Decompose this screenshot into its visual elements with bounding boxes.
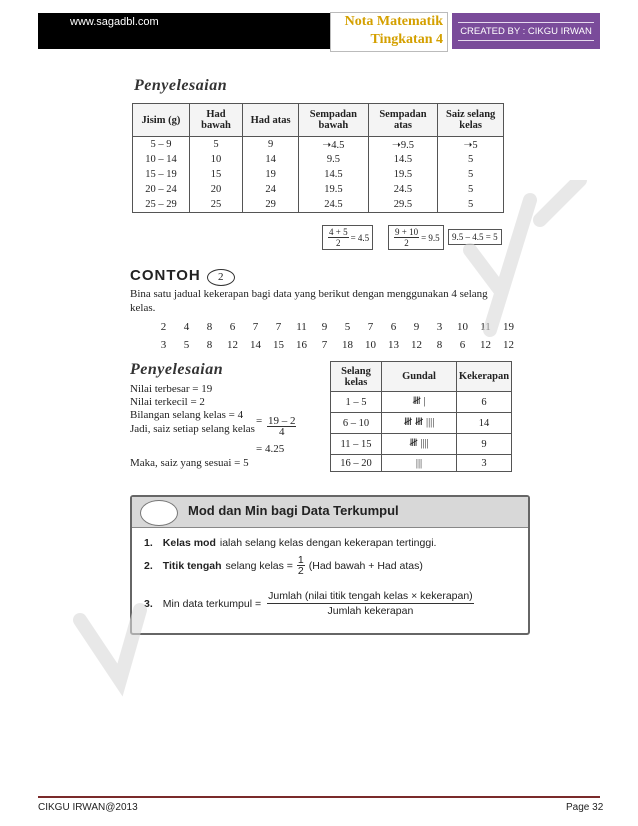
fraction-denominator: 4 [278,426,285,438]
table-cell: 9 [243,137,299,153]
table-header-cell: Sempadan atas [368,104,438,137]
footer-left: CIKGU IRWAN@2013 [38,802,138,813]
table-cell: 24 [243,182,299,197]
item-text: selang kelas = [225,559,293,572]
solution2-line: Nilai terbesar = 19 [130,383,213,395]
fraction-numerator: Jumlah (nilai titik tengah kelas × kekerapan) [268,590,473,602]
data-value: 8 [436,339,443,351]
solution1-title: Penyelesaian [134,77,228,94]
table-cell: 10 [189,152,242,167]
watermark-stroke [470,250,500,290]
data-value: 12 [227,339,238,351]
data-value: 16 [296,339,307,351]
solution2-fraction: = $\frac{19 - 2}{4}$ [256,415,296,438]
table-cell: 29 [243,197,299,213]
fraction-numerator: 19 – 2 [267,415,296,427]
data-value: 10 [457,321,468,333]
table-cell: 6 – 10 [331,413,382,434]
data-value: 18 [342,339,353,351]
footer-divider [38,796,600,798]
table-cell: 25 – 29 [133,197,190,213]
data-value: 7 [367,321,374,333]
data-value: 12 [411,339,422,351]
data-value: 7 [252,321,259,333]
solution2-line: Maka, saiz yang sesuai = 5 [130,457,249,469]
table-cell: 9 [457,434,512,455]
data-value: 12 [503,339,514,351]
item-term: Kelas mod [162,537,216,549]
header-title-line2: Tingkatan 4 [370,32,443,47]
data-value: 8 [206,339,213,351]
data-value: 2 [160,321,167,333]
table-row [133,152,504,167]
table-cell: 10 – 14 [133,152,190,167]
formula-result: = 9.5 [421,232,440,243]
solution2-line: Jadi, saiz setiap selang kelas [130,423,255,435]
table-cell: 5 [189,137,242,153]
data-value: 13 [388,339,399,351]
data-value: 11 [480,321,491,333]
data-value: 5 [183,339,190,351]
table-cell: 3 [457,455,512,472]
table-cell-value: 9.5 [400,139,414,151]
example-text: Bina satu jadual kekerapan bagi data yang berikut dengan menggunakan 4 selang kelas. [130,288,488,314]
table-cell: 19.5 [368,167,438,182]
table-cell: 5 [438,182,504,197]
data-value: 19 [503,321,514,333]
watermark-graphic [60,180,600,700]
header-credit [452,13,600,49]
table-header-row [133,104,504,137]
table-cell: 16 – 20 [331,455,382,472]
table-header-cell: Had atas [243,104,299,137]
table-cell: 14 [243,152,299,167]
table-cell: 19 [243,167,299,182]
table-cell: 9.5 [299,152,369,167]
table-cell: 6 [457,392,512,413]
item-term: Titik tengah [162,559,222,572]
table-cell: 20 [189,182,242,197]
formula-result: = 4.5 [350,232,370,243]
table-header-cell: Saiz selang kelas [438,104,504,137]
watermark-stroke [490,200,530,330]
arrow-icon: ➝ [392,139,401,151]
footer-page-number: Page 32 [566,802,604,813]
header-title-box [330,12,448,52]
fraction-denominator: 2 [297,565,304,577]
table-cell: 𝍸 |||| [382,434,457,455]
table-row [133,137,504,153]
item-number: 2. [144,559,153,572]
data-value: 4 [183,321,190,333]
watermark-stroke [540,180,580,220]
table-cell: 15 – 19 [133,167,190,182]
table-cell: 25 [189,197,242,213]
item-number: 3. [144,597,153,610]
table-cell: ||| [382,455,457,472]
solution2-line: = 4.25 [256,443,285,455]
data-value: 6 [390,321,397,333]
data-value: 7 [275,321,282,333]
data-value: 15 [273,339,284,351]
data-value: 6 [459,339,466,351]
data-value: 9 [321,321,328,333]
table-header-cell: Selang kelas [331,362,382,392]
data-value: 5 [344,321,351,333]
table-cell-value: 4.5 [331,139,345,151]
table-cell: 20 – 24 [133,182,190,197]
fraction-numerator: 9 + 10 [395,227,419,237]
table-cell: 5 – 9 [133,137,190,153]
formula-text: 9.5 – 4.5 = 5 [452,232,498,242]
data-value: 14 [250,339,261,351]
data-value: 3 [160,339,167,351]
table-cell: 11 – 15 [331,434,382,455]
watermark-stroke [80,610,140,680]
table-cell: 14 [457,413,512,434]
table-header-cell: Kekerapan [457,362,512,392]
table-cell: 5 [438,152,504,167]
example-number: 2 [207,269,235,286]
arrow-icon: ➝ [322,139,332,151]
table-cell: 𝍸 | [382,392,457,413]
header-url: www.sagadbl.com [70,16,159,28]
table-header-cell: Jisim (g) [133,104,190,137]
fraction-denominator: Jumlah kekerapan [327,605,414,617]
box-title: Mod dan Min bagi Data Terkumpul [188,503,399,518]
table-header-cell: Sempadan bawah [299,104,369,137]
header-title-line1: Nota Matematik [344,14,443,29]
header-credit-text: CREATED BY : CIKGU IRWAN [458,22,594,41]
table-cell: 𝍸 𝍸 |||| [382,413,457,434]
solution2-line: Bilangan selang kelas = 4 [130,409,244,421]
item-text: Min data terkumpul = [162,597,262,610]
table-cell: 19.5 [299,182,369,197]
table-cell: 24.5 [299,197,369,213]
table-cell [438,137,504,153]
item-text: ialah selang kelas dengan kekerapan tertinggi. [219,537,437,549]
table-cell [299,137,369,153]
data-value: 6 [229,321,236,333]
table-cell: 15 [189,167,242,182]
table-header-cell: Had bawah [189,104,242,137]
arrow-icon: ➝ [463,139,473,151]
table-header-cell: Gundal [382,362,457,392]
table-cell: 14.5 [368,152,438,167]
fraction-denominator: 2 [336,238,341,248]
solution2-line: Nilai terkecil = 2 [130,396,205,408]
data-value: 7 [321,339,328,351]
fraction-denominator: 2 [404,238,409,248]
table-cell [368,137,438,153]
item-number: 1. [144,537,153,549]
solution2-title: Penyelesaian [130,361,224,378]
table-cell: 14.5 [299,167,369,182]
table-cell-value: 5 [472,139,478,151]
item-text: (Had bawah + Had atas) [308,559,423,572]
table-cell: 29.5 [368,197,438,213]
table-cell: 1 – 5 [331,392,382,413]
table-cell: 5 [438,167,504,182]
data-value: 12 [480,339,491,351]
data-value: 9 [413,321,420,333]
table-cell: 24.5 [368,182,438,197]
data-value: 11 [296,321,307,333]
data-value: 10 [365,339,376,351]
example-title: CONTOH [130,267,201,284]
fraction-numerator: 4 + 5 [329,227,348,237]
data-value: 8 [206,321,213,333]
data-value: 3 [436,321,443,333]
table-cell: 5 [438,197,504,213]
fraction-numerator: 1 [297,554,304,566]
